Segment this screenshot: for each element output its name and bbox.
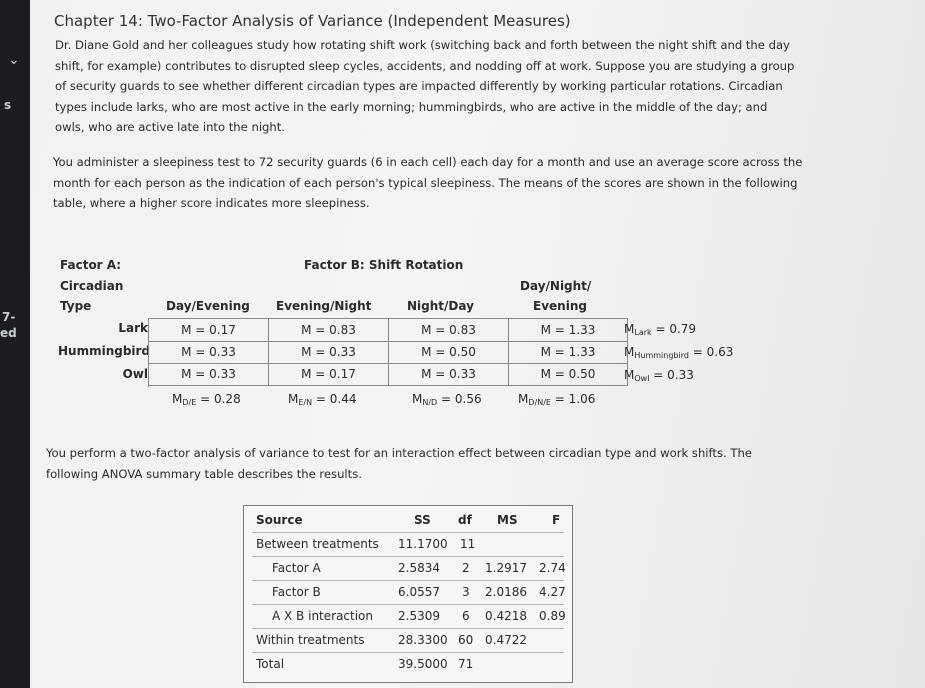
anova-header: SS [414, 513, 431, 527]
mean-cell: M = 1.33 [509, 342, 628, 364]
f-cell: 4.27 [539, 585, 566, 599]
factor-a-label-1: Factor A: [60, 258, 122, 272]
df-cell: 6 [462, 609, 470, 623]
table-row [252, 605, 564, 629]
mean-cell: M = 0.50 [389, 342, 509, 364]
mean-cell: M = 0.50 [509, 364, 628, 386]
anova-table [243, 505, 573, 683]
mean-cell: M = 0.17 [269, 364, 389, 386]
f-cell: 0.89 [539, 609, 566, 623]
table-row [252, 557, 564, 581]
ss-cell: 2.5834 [398, 561, 440, 575]
factor-a-label-2: Circadian [60, 279, 124, 293]
factor-b-label: Factor B: Shift Rotation [304, 258, 464, 272]
df-cell: 11 [460, 537, 476, 551]
left-sidebar [0, 0, 30, 688]
column-mean: $M_{D/N/E} = 1.06$ [518, 392, 596, 407]
anova-header: Source [256, 513, 303, 527]
ms-cell: 0.4218 [485, 609, 527, 623]
source-cell: Total [256, 657, 285, 671]
anova-header: MS [497, 513, 518, 527]
mean-cell: M = 0.83 [269, 319, 389, 342]
ss-cell: 11.1700 [398, 537, 448, 551]
ms-cell: 0.4722 [485, 633, 527, 647]
column-header: Evening/Night [276, 299, 372, 313]
source-cell: Factor A [272, 561, 321, 575]
means-grid [148, 318, 628, 387]
ss-cell: 6.0557 [398, 585, 440, 599]
mean-cell: M = 0.33 [269, 342, 389, 364]
method-paragraph: You administer a sleepiness test to 72 security guards (6 in each cell) each day for a month and use an average score across the month for each person as the indication of each person's typical sleepiness. The means of the scores are shown in the following table, where a higher score indicates more sleepiness. [53, 155, 803, 210]
row-mean: $M_{Owl} = 0.33$ [624, 368, 694, 383]
source-cell: Factor B [272, 585, 321, 599]
factor-a-label-3: Type [60, 299, 92, 313]
row-header: Hummingbird [58, 344, 151, 358]
table-row [252, 629, 564, 653]
table-row [252, 653, 564, 676]
ms-cell: 2.0186 [485, 585, 527, 599]
table-row [252, 581, 564, 605]
ss-cell: 39.5000 [398, 657, 448, 671]
ss-cell: 2.5309 [398, 609, 440, 623]
sidebar-fragment: 7- [2, 310, 16, 324]
row-header: Owl [122, 367, 148, 381]
row-header: Lark [118, 321, 148, 335]
mean-cell: M = 0.17 [149, 319, 269, 342]
ms-cell: 1.2917 [485, 561, 527, 575]
anova-header: F [552, 513, 561, 527]
sidebar-fragment: s [4, 98, 12, 112]
column-header: Day/Night/ [520, 279, 592, 293]
mean-cell: M = 0.83 [389, 319, 509, 342]
column-mean: $M_{N/D} = 0.56$ [412, 392, 482, 407]
ss-cell: 28.3300 [398, 633, 448, 647]
anova-header-row [252, 509, 564, 533]
f-cell: 2.74 [539, 561, 566, 575]
mean-cell: M = 0.33 [149, 364, 269, 386]
df-cell: 60 [458, 633, 474, 647]
page-title: Chapter 14: Two-Factor Analysis of Variance (Independent Measures) [54, 12, 571, 30]
column-header: Evening [533, 299, 587, 313]
df-cell: 71 [458, 657, 474, 671]
anova-intro-paragraph: You perform a two-factor analysis of variance to test for an interaction effect between circadian type and work shifts. The following ANOVA summary table describes the results. [46, 446, 752, 481]
column-mean: $M_{D/E} = 0.28$ [172, 392, 241, 407]
source-cell: Between treatments [256, 537, 379, 551]
column-header: Day/Evening [166, 299, 250, 313]
source-cell: Within treatments [256, 633, 365, 647]
df-cell: 2 [462, 561, 470, 575]
source-cell: A X B interaction [272, 609, 374, 623]
row-mean: $M_{Hummingbird} = 0.63$ [624, 345, 734, 360]
anova-header: df [458, 513, 472, 527]
mean-cell: M = 1.33 [509, 319, 628, 342]
mean-cell: M = 0.33 [389, 364, 509, 386]
mean-cell: M = 0.33 [149, 342, 269, 364]
sidebar-fragment: ed [0, 326, 17, 340]
df-cell: 3 [462, 585, 470, 599]
document-page [30, 0, 925, 688]
intro-paragraph: Dr. Diane Gold and her colleagues study how rotating shift work (switching back and forth between the night shift and the day shift, for example) contributes to disrupted sleep cycles, accidents, and nodding off at work. Suppose you are studying a group of security guards to see whether different circadian types are impacted differently by working particular rotations. Circadian types include larks, who are most active in the early morning; hummingbirds, who are active in the middle of the day; and owls, who are active late into the night. [55, 38, 795, 134]
chevron-down-icon[interactable]: ⌄ [8, 52, 20, 68]
column-header: Night/Day [407, 299, 474, 313]
table-row [252, 533, 564, 557]
row-mean: $M_{Lark} = 0.79$ [624, 322, 697, 337]
column-mean: $M_{E/N} = 0.44$ [288, 392, 357, 407]
